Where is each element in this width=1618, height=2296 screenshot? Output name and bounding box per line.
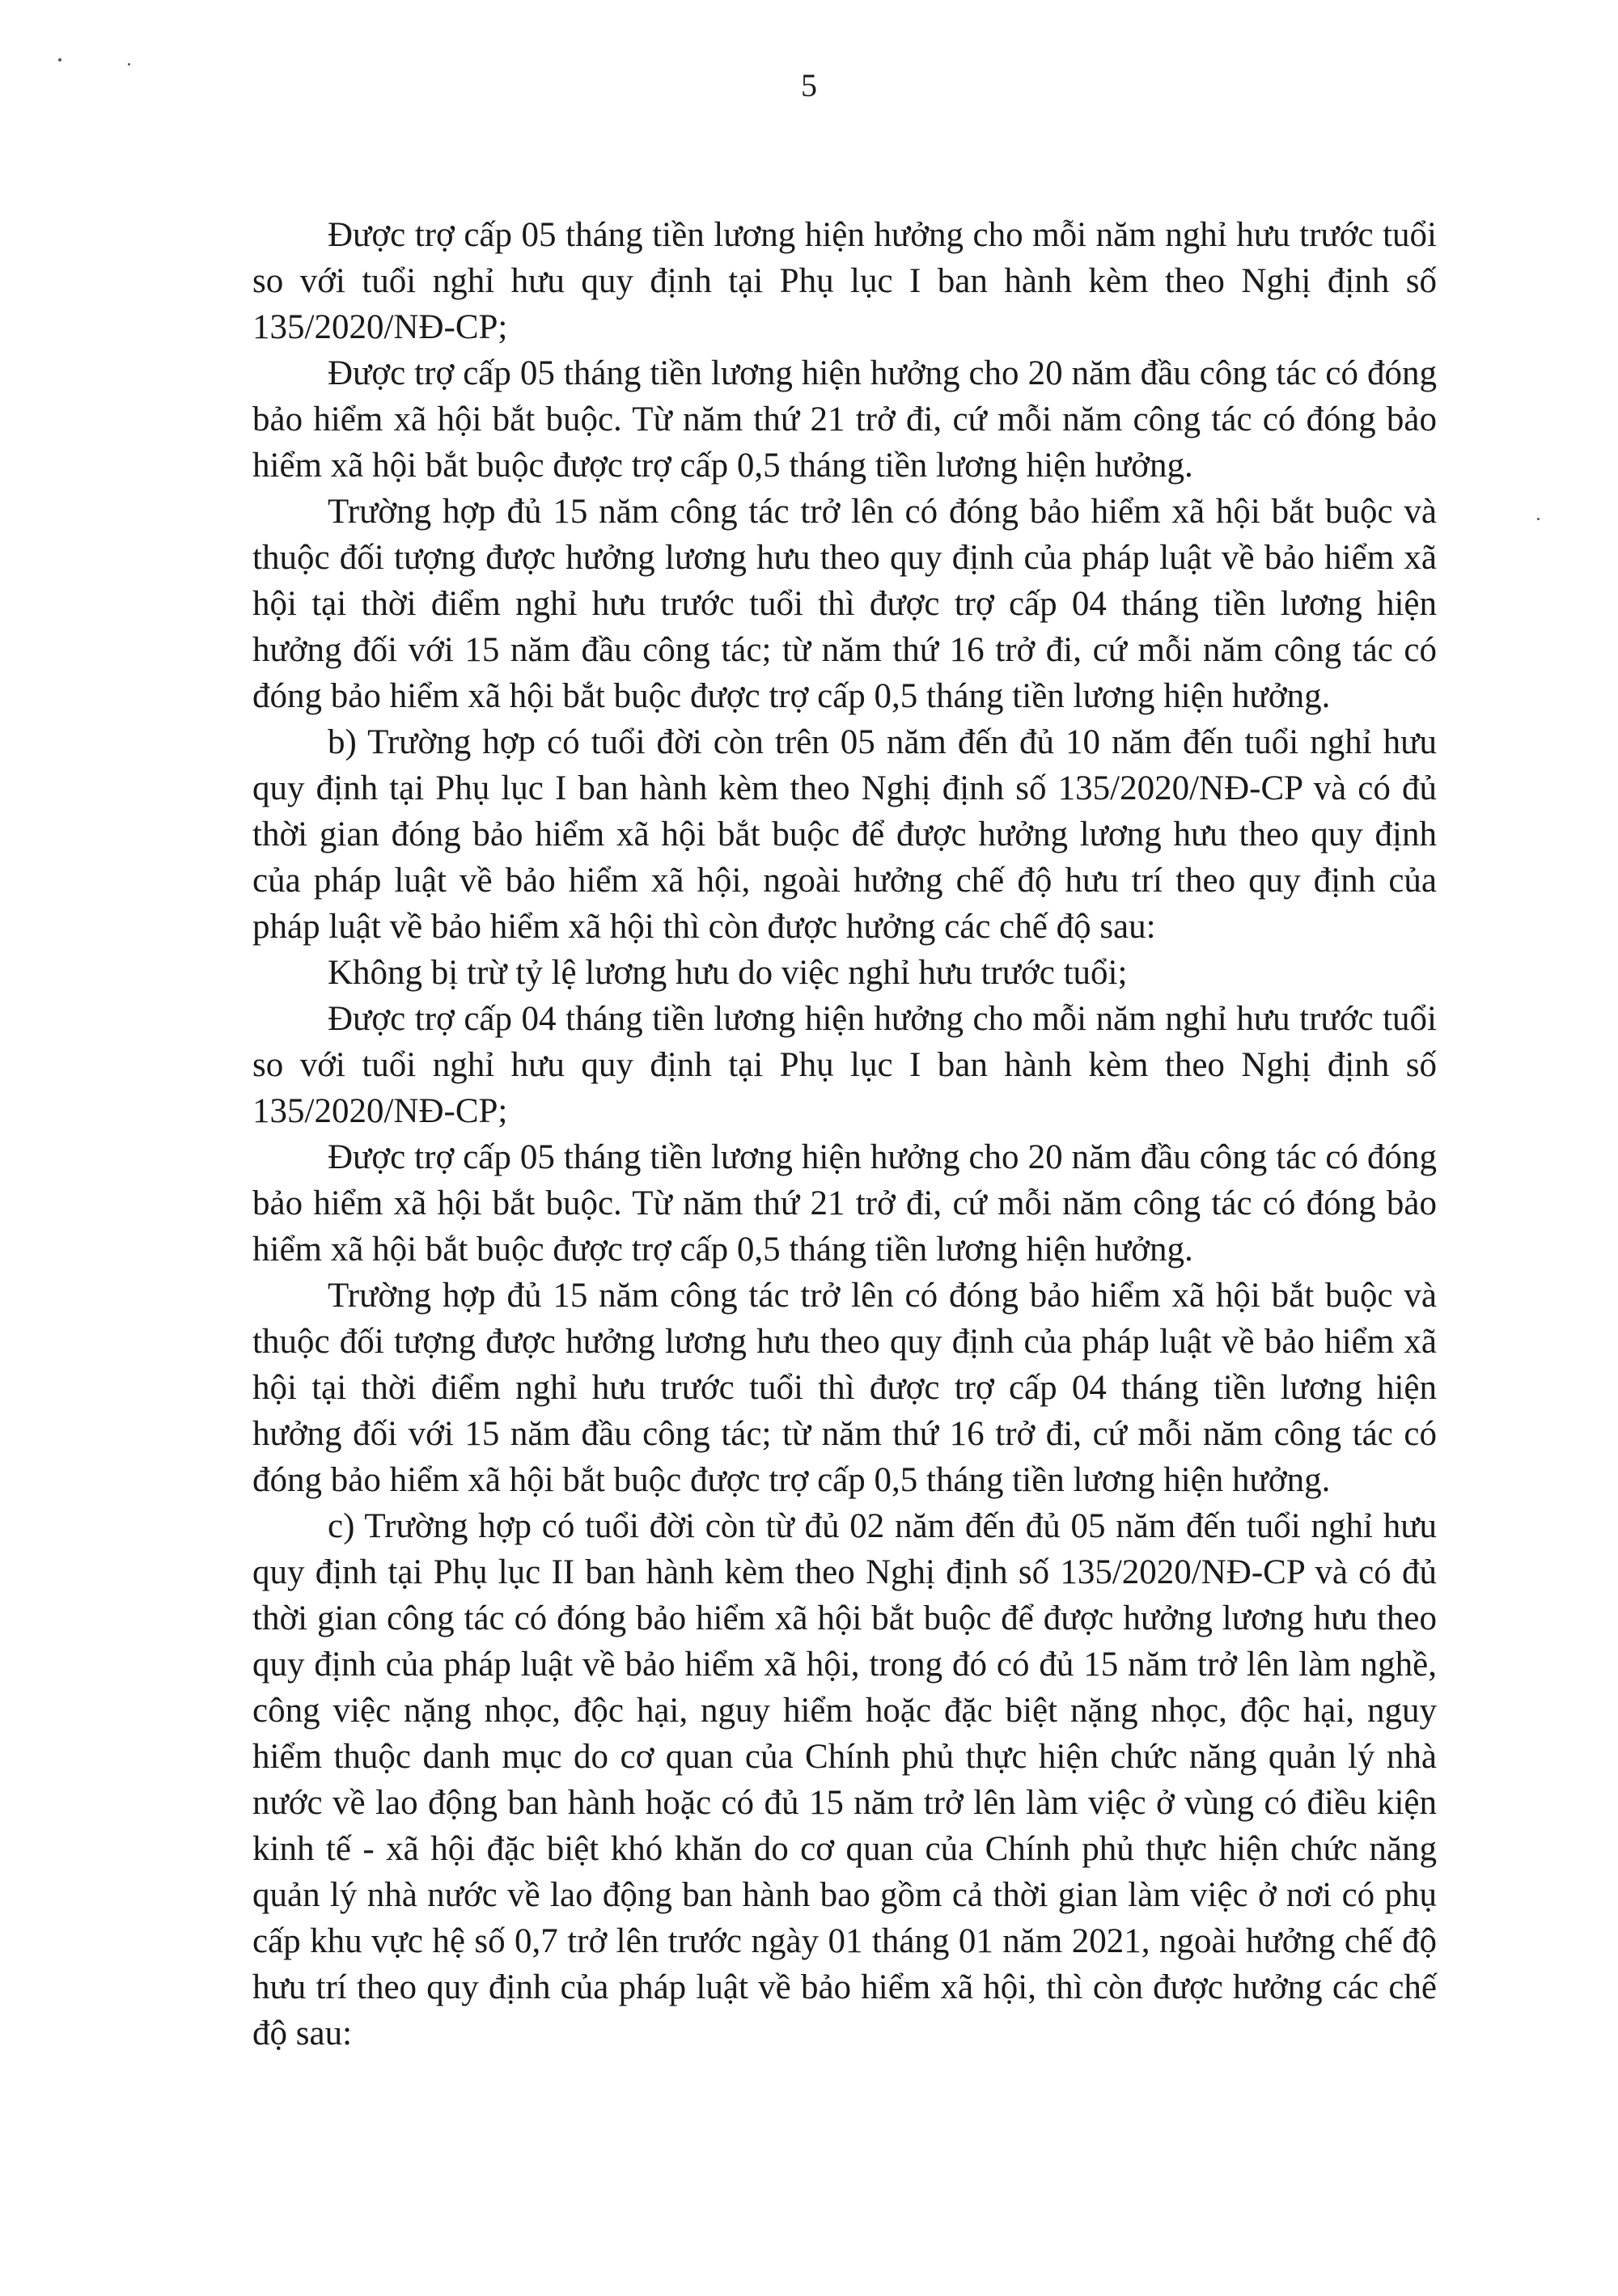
paragraph: b) Trường hợp có tuổi đời còn trên 05 năm đến đủ 10 năm đến tuổi nghỉ hưu quy định tại Phụ lục I ban hành kèm theo Nghị định số 135/2020/NĐ-CP và có đủ thời gian đóng bảo hiểm xã hội bắt buộc để được hưởng lương hưu theo quy định của pháp luật về bảo hiểm xã hội, ngoài hưởng chế độ hưu trí theo quy định của pháp luật về bảo hiểm xã hội thì còn được hưởng các chế độ sau: (252, 723, 1437, 946)
scan-speck (1537, 518, 1540, 520)
paragraph: Được trợ cấp 05 tháng tiền lương hiện hưởng cho mỗi năm nghỉ hưu trước tuổi so với tuổi nghỉ hưu quy định tại Phụ lục I ban hành kèm theo Nghị định số 135/2020/NĐ-CP; (252, 216, 1437, 346)
paragraph: c) Trường hợp có tuổi đời còn từ đủ 02 năm đến đủ 05 năm đến tuổi nghỉ hưu quy định tại Phụ lục II ban hành kèm theo Nghị định số 135/2020/NĐ-CP và có đủ thời gian công tác có đóng bảo hiểm xã hội bắt buộc để được hưởng lương hưu theo quy định của pháp luật về bảo hiểm xã hội, trong đó có đủ 15 năm trở lên làm nghề, công việc nặng nhọc, độc hại, nguy hiểm hoặc đặc biệt nặng nhọc, độc hại, nguy hiểm thuộc danh mục do cơ quan của Chính phủ thực hiện chức năng quản lý nhà nước về lao động ban hành hoặc có đủ 15 năm trở lên làm việc ở vùng có điều kiện kinh tế - xã hội đặc biệt khó khăn do cơ quan của Chính phủ thực hiện chức năng quản lý nhà nước về lao động ban hành bao gồm cả thời gian làm việc ở nơi có phụ cấp khu vực hệ số 0,7 trở lên trước ngày 01 tháng 01 năm 2021, ngoài hưởng chế độ hưu trí theo quy định của pháp luật về bảo hiểm xã hội, thì còn được hưởng các chế độ sau: (252, 1507, 1437, 2052)
scan-speck (58, 58, 61, 61)
paragraph: Trường hợp đủ 15 năm công tác trở lên có đóng bảo hiểm xã hội bắt buộc và thuộc đối tượng được hưởng lương hưu theo quy định của pháp luật về bảo hiểm xã hội tại thời điểm nghỉ hưu trước tuổi thì được trợ cấp 04 tháng tiền lương hiện hưởng đối với 15 năm đầu công tác; từ năm thứ 16 trở đi, cứ mỗi năm công tác có đóng bảo hiểm xã hội bắt buộc được trợ cấp 0,5 tháng tiền lương hiện hưởng. (252, 1277, 1437, 1499)
paragraph: Được trợ cấp 04 tháng tiền lương hiện hưởng cho mỗi năm nghỉ hưu trước tuổi so với tuổi nghỉ hưu quy định tại Phụ lục I ban hành kèm theo Nghị định số 135/2020/NĐ-CP; (252, 1000, 1437, 1130)
document-body (252, 212, 1437, 2057)
scan-speck (128, 63, 130, 66)
paragraph: Được trợ cấp 05 tháng tiền lương hiện hưởng cho 20 năm đầu công tác có đóng bảo hiểm xã hội bắt buộc. Từ năm thứ 21 trở đi, cứ mỗi năm công tác có đóng bảo hiểm xã hội bắt buộc được trợ cấp 0,5 tháng tiền lương hiện hưởng. (252, 354, 1437, 485)
paragraph: Trường hợp đủ 15 năm công tác trở lên có đóng bảo hiểm xã hội bắt buộc và thuộc đối tượng được hưởng lương hưu theo quy định của pháp luật về bảo hiểm xã hội tại thời điểm nghỉ hưu trước tuổi thì được trợ cấp 04 tháng tiền lương hiện hưởng đối với 15 năm đầu công tác; từ năm thứ 16 trở đi, cứ mỗi năm công tác có đóng bảo hiểm xã hội bắt buộc được trợ cấp 0,5 tháng tiền lương hiện hưởng. (252, 493, 1437, 715)
page-number: 5 (801, 67, 817, 104)
paragraph: Được trợ cấp 05 tháng tiền lương hiện hưởng cho 20 năm đầu công tác có đóng bảo hiểm xã hội bắt buộc. Từ năm thứ 21 trở đi, cứ mỗi năm công tác có đóng bảo hiểm xã hội bắt buộc được trợ cấp 0,5 tháng tiền lương hiện hưởng. (252, 1138, 1437, 1269)
paragraph: Không bị trừ tỷ lệ lương hưu do việc nghỉ hưu trước tuổi; (328, 954, 1128, 992)
